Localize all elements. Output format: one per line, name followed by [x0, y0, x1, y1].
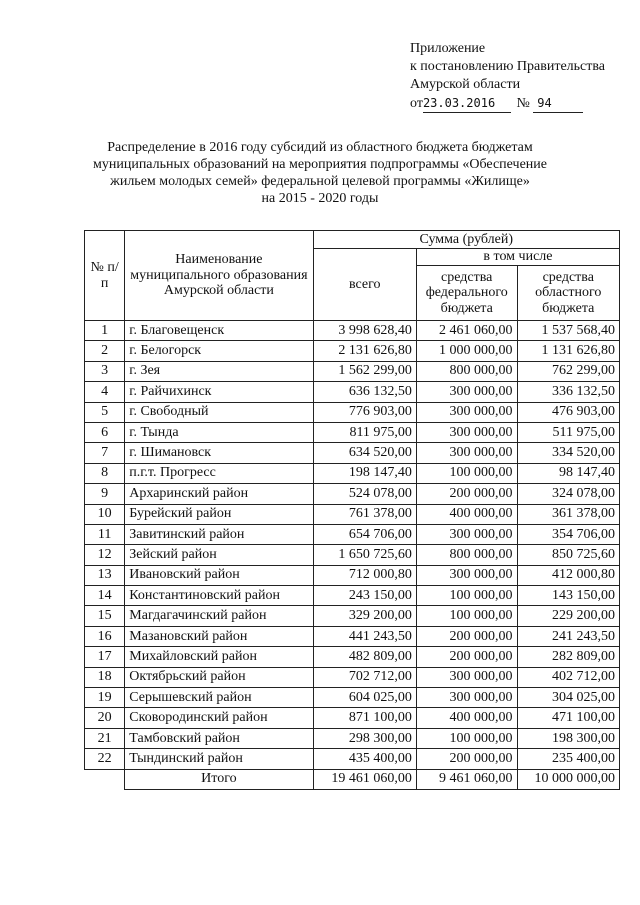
- row-regional: 471 100,00: [517, 708, 619, 728]
- document-title: [40, 139, 600, 207]
- row-federal: 300 000,00: [416, 688, 517, 708]
- row-number: 11: [85, 524, 125, 544]
- table-row: [85, 361, 620, 381]
- row-regional: 412 000,80: [517, 565, 619, 585]
- row-federal: 200 000,00: [416, 647, 517, 667]
- row-regional: 143 150,00: [517, 586, 619, 606]
- totals-regional: 10 000 000,00: [517, 769, 619, 789]
- table-row: [85, 484, 620, 504]
- row-federal: 200 000,00: [416, 626, 517, 646]
- totals-empty: [85, 769, 125, 789]
- row-name: Бурейский район: [125, 504, 313, 524]
- row-name: Мазановский район: [125, 626, 313, 646]
- row-regional: 324 078,00: [517, 484, 619, 504]
- row-name: Октябрьский район: [125, 667, 313, 687]
- row-total: 1 562 299,00: [313, 361, 416, 381]
- row-number: 15: [85, 606, 125, 626]
- row-regional: 336 132,50: [517, 382, 619, 402]
- row-number: 4: [85, 382, 125, 402]
- totals-federal: 9 461 060,00: [416, 769, 517, 789]
- decree-number: 94: [533, 94, 583, 113]
- row-name: Сковородинский район: [125, 708, 313, 728]
- row-federal: 400 000,00: [416, 708, 517, 728]
- row-number: 16: [85, 626, 125, 646]
- title-line: Распределение в 2016 году субсидий из областного бюджета бюджетам: [107, 140, 533, 155]
- row-federal: 200 000,00: [416, 484, 517, 504]
- row-name: Архаринский район: [125, 484, 313, 504]
- row-name: Магдагачинский район: [125, 606, 313, 626]
- row-regional: 235 400,00: [517, 749, 619, 769]
- row-name: Серышевский район: [125, 688, 313, 708]
- row-number: 22: [85, 749, 125, 769]
- row-number: 12: [85, 545, 125, 565]
- row-name: Ивановский район: [125, 565, 313, 585]
- row-regional: 850 725,60: [517, 545, 619, 565]
- table-row: [85, 341, 620, 361]
- row-number: 13: [85, 565, 125, 585]
- row-federal: 300 000,00: [416, 524, 517, 544]
- row-number: 9: [85, 484, 125, 504]
- row-number: 14: [85, 586, 125, 606]
- row-federal: 100 000,00: [416, 728, 517, 748]
- header-total: всего: [313, 249, 416, 321]
- subsidy-table: [84, 230, 620, 790]
- row-number: 10: [85, 504, 125, 524]
- row-name: Тындинский район: [125, 749, 313, 769]
- row-total: 654 706,00: [313, 524, 416, 544]
- table-row: [85, 667, 620, 687]
- row-number: 17: [85, 647, 125, 667]
- row-number: 20: [85, 708, 125, 728]
- row-total: 298 300,00: [313, 728, 416, 748]
- table-row: [85, 708, 620, 728]
- row-federal: 300 000,00: [416, 443, 517, 463]
- header-num: № п/п: [85, 231, 125, 321]
- row-name: п.г.т. Прогресс: [125, 463, 313, 483]
- row-total: 441 243,50: [313, 626, 416, 646]
- row-regional: 98 147,40: [517, 463, 619, 483]
- row-regional: 354 706,00: [517, 524, 619, 544]
- row-regional: 511 975,00: [517, 422, 619, 442]
- header-including: в том числе: [416, 249, 619, 266]
- row-federal: 200 000,00: [416, 749, 517, 769]
- row-total: 811 975,00: [313, 422, 416, 442]
- table-row: [85, 728, 620, 748]
- table-row: [85, 504, 620, 524]
- appendix-line: Приложение: [410, 41, 486, 56]
- totals-row: [85, 769, 620, 789]
- table-row: [85, 586, 620, 606]
- row-number: 3: [85, 361, 125, 381]
- row-total: 2 131 626,80: [313, 341, 416, 361]
- appendix-line: к постановлению Правительства: [410, 59, 606, 74]
- row-federal: 300 000,00: [416, 422, 517, 442]
- appendix-block: [410, 40, 605, 113]
- decree-date-number: [410, 94, 605, 113]
- table-row: [85, 463, 620, 483]
- row-number: 5: [85, 402, 125, 422]
- row-total: 871 100,00: [313, 708, 416, 728]
- table-row: [85, 749, 620, 769]
- row-federal: 100 000,00: [416, 463, 517, 483]
- row-regional: 282 809,00: [517, 647, 619, 667]
- row-federal: 100 000,00: [416, 586, 517, 606]
- table-row: [85, 545, 620, 565]
- table-row: [85, 626, 620, 646]
- row-total: 776 903,00: [313, 402, 416, 422]
- row-total: 636 132,50: [313, 382, 416, 402]
- header-regional: средства областного бюджета: [517, 266, 619, 321]
- row-name: г. Тында: [125, 422, 313, 442]
- row-total: 524 078,00: [313, 484, 416, 504]
- row-total: 329 200,00: [313, 606, 416, 626]
- row-name: г. Благовещенск: [125, 321, 313, 341]
- row-total: 3 998 628,40: [313, 321, 416, 341]
- row-name: Завитинский район: [125, 524, 313, 544]
- row-total: 482 809,00: [313, 647, 416, 667]
- row-federal: 800 000,00: [416, 545, 517, 565]
- row-name: г. Белогорск: [125, 341, 313, 361]
- table-row: [85, 321, 620, 341]
- row-regional: 198 300,00: [517, 728, 619, 748]
- totals-total: 19 461 060,00: [313, 769, 416, 789]
- row-name: г. Зея: [125, 361, 313, 381]
- row-federal: 300 000,00: [416, 402, 517, 422]
- row-number: 1: [85, 321, 125, 341]
- row-federal: 800 000,00: [416, 361, 517, 381]
- row-total: 435 400,00: [313, 749, 416, 769]
- table-row: [85, 422, 620, 442]
- header-name: Наименование муниципального образования Амурской области: [125, 231, 313, 321]
- row-regional: 361 378,00: [517, 504, 619, 524]
- row-total: 243 150,00: [313, 586, 416, 606]
- row-federal: 300 000,00: [416, 382, 517, 402]
- row-regional: 1 131 626,80: [517, 341, 619, 361]
- title-line: муниципальных образований на мероприятия подпрограммы «Обеспечение: [92, 157, 547, 172]
- row-name: Зейский район: [125, 545, 313, 565]
- row-name: г. Райчихинск: [125, 382, 313, 402]
- table-row: [85, 688, 620, 708]
- row-total: 712 000,80: [313, 565, 416, 585]
- row-number: 8: [85, 463, 125, 483]
- table-row: [85, 524, 620, 544]
- appendix-line: Амурской области: [410, 77, 521, 92]
- row-federal: 300 000,00: [416, 565, 517, 585]
- row-regional: 402 712,00: [517, 667, 619, 687]
- table-row: [85, 647, 620, 667]
- table-row: [85, 382, 620, 402]
- row-regional: 476 903,00: [517, 402, 619, 422]
- row-federal: 100 000,00: [416, 606, 517, 626]
- row-federal: 300 000,00: [416, 667, 517, 687]
- row-regional: 334 520,00: [517, 443, 619, 463]
- decree-date: 23.03.2016: [423, 94, 511, 113]
- row-number: 7: [85, 443, 125, 463]
- table-row: [85, 402, 620, 422]
- row-regional: 241 243,50: [517, 626, 619, 646]
- row-total: 761 378,00: [313, 504, 416, 524]
- row-name: г. Свободный: [125, 402, 313, 422]
- row-total: 198 147,40: [313, 463, 416, 483]
- row-federal: 400 000,00: [416, 504, 517, 524]
- row-name: Константиновский район: [125, 586, 313, 606]
- row-name: г. Шимановск: [125, 443, 313, 463]
- row-number: 19: [85, 688, 125, 708]
- number-prefix: №: [516, 96, 530, 111]
- table-row: [85, 606, 620, 626]
- row-total: 1 650 725,60: [313, 545, 416, 565]
- totals-label: Итого: [125, 769, 313, 789]
- row-number: 6: [85, 422, 125, 442]
- row-federal: 2 461 060,00: [416, 321, 517, 341]
- table-row: [85, 443, 620, 463]
- row-regional: 762 299,00: [517, 361, 619, 381]
- table-row: [85, 565, 620, 585]
- row-number: 21: [85, 728, 125, 748]
- title-line: на 2015 - 2020 годы: [261, 191, 379, 206]
- row-number: 2: [85, 341, 125, 361]
- title-line: жильем молодых семей» федеральной целевой программы «Жилище»: [110, 174, 530, 189]
- date-prefix: от: [410, 96, 423, 111]
- header-federal: средства федерального бюджета: [416, 266, 517, 321]
- row-federal: 1 000 000,00: [416, 341, 517, 361]
- row-name: Тамбовский район: [125, 728, 313, 748]
- row-total: 634 520,00: [313, 443, 416, 463]
- row-total: 702 712,00: [313, 667, 416, 687]
- row-regional: 304 025,00: [517, 688, 619, 708]
- row-regional: 229 200,00: [517, 606, 619, 626]
- table-body: [85, 321, 620, 770]
- row-name: Михайловский район: [125, 647, 313, 667]
- row-regional: 1 537 568,40: [517, 321, 619, 341]
- row-number: 18: [85, 667, 125, 687]
- header-sum: Сумма (рублей): [313, 231, 620, 249]
- row-total: 604 025,00: [313, 688, 416, 708]
